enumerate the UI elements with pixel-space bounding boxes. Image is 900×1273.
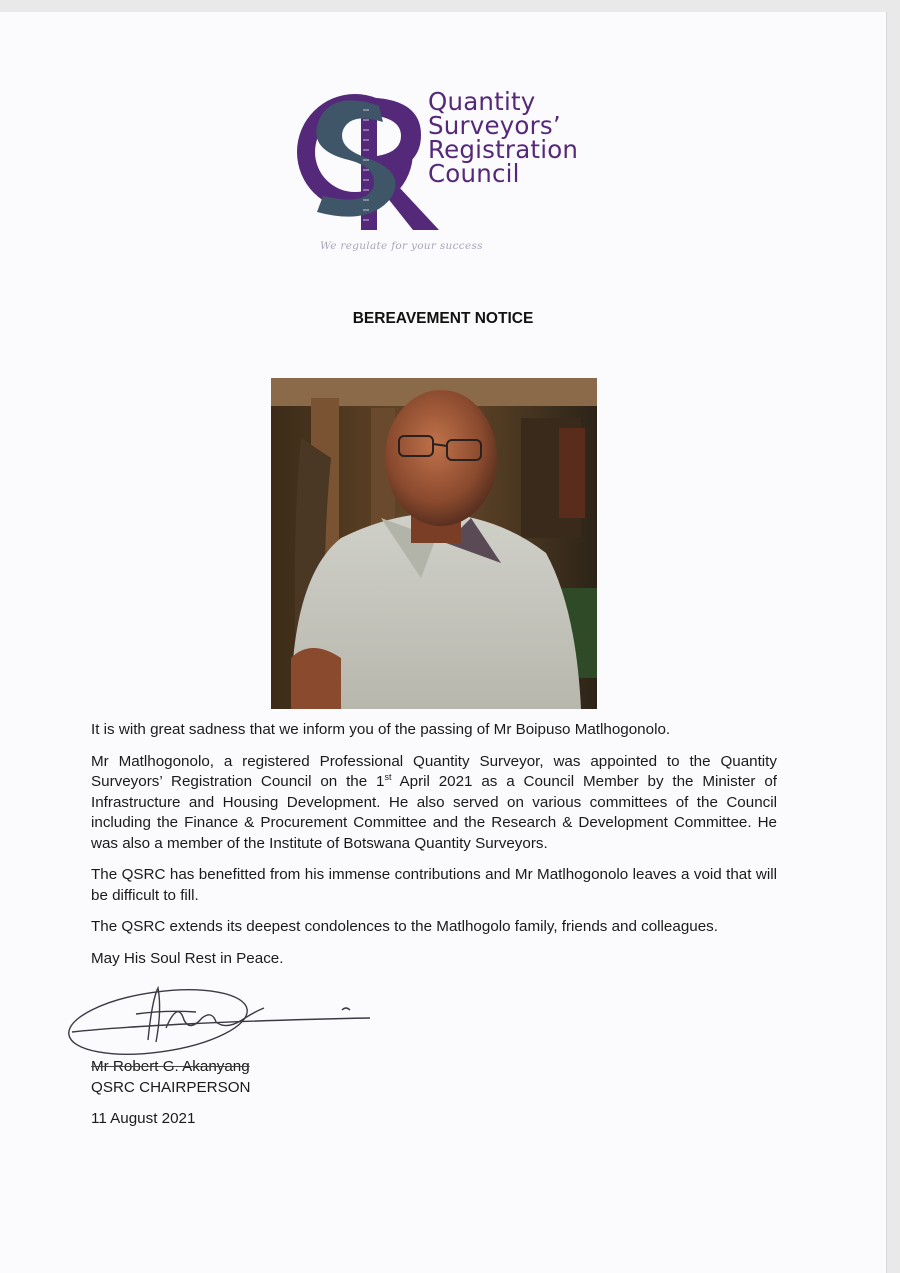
signer-name: Mr Robert G. Akanyang	[91, 1058, 250, 1075]
logo-line-4: Council	[428, 159, 520, 188]
signer-block	[91, 1056, 251, 1098]
signer-position: QSRC CHAIRPERSON	[91, 1079, 251, 1096]
ordinal-suffix: st	[384, 771, 392, 782]
logo-wordmark	[428, 87, 579, 188]
paragraph-biography-part-1: Mr Matlhogonolo, a registered Professional Quantity Surveyor, was appointed to the Quantity Surveyors’ Registration Council on the 1	[91, 752, 777, 790]
logo-line-2: Surveyors’	[428, 111, 561, 140]
document-page	[0, 12, 886, 1273]
paragraph-contributions: The QSRC has benefitted from his immense contributions and Mr Matlhogonolo leaves a void that will be difficult to fill.	[91, 866, 777, 904]
notice-title: BEREAVEMENT NOTICE	[352, 310, 534, 327]
paragraph-biography	[91, 752, 777, 855]
logo-tagline: We regulate for your success	[320, 240, 483, 252]
logo-line-3: Registration	[428, 135, 579, 164]
paragraph-announcement: It is with great sadness that we inform you of the passing of Mr Boipuso Matlhogonolo.	[91, 721, 671, 738]
qsrc-emblem-icon	[293, 80, 443, 240]
notice-body	[91, 720, 777, 980]
paragraph-rest-in-peace: May His Soul Rest in Peace.	[91, 949, 284, 967]
notice-date: 11 August 2021	[91, 1110, 196, 1127]
qsrc-logo	[293, 80, 583, 240]
logo-line-1: Quantity	[428, 87, 536, 116]
paragraph-condolences: The QSRC extends its deepest condolences to the Matlhogolo family, friends and colleagues.	[91, 918, 718, 935]
portrait-photo	[271, 378, 597, 709]
paragraph-biography-part-2: April 2021 as a Council Member by the Minister of Infrastructure and Housing Development. He also served on various committees of the Council including the Finance & Procurement Committee and the Research & Development Committee. He was also a member of the Institute of Botswana Quantity Surveyors.	[91, 773, 777, 852]
